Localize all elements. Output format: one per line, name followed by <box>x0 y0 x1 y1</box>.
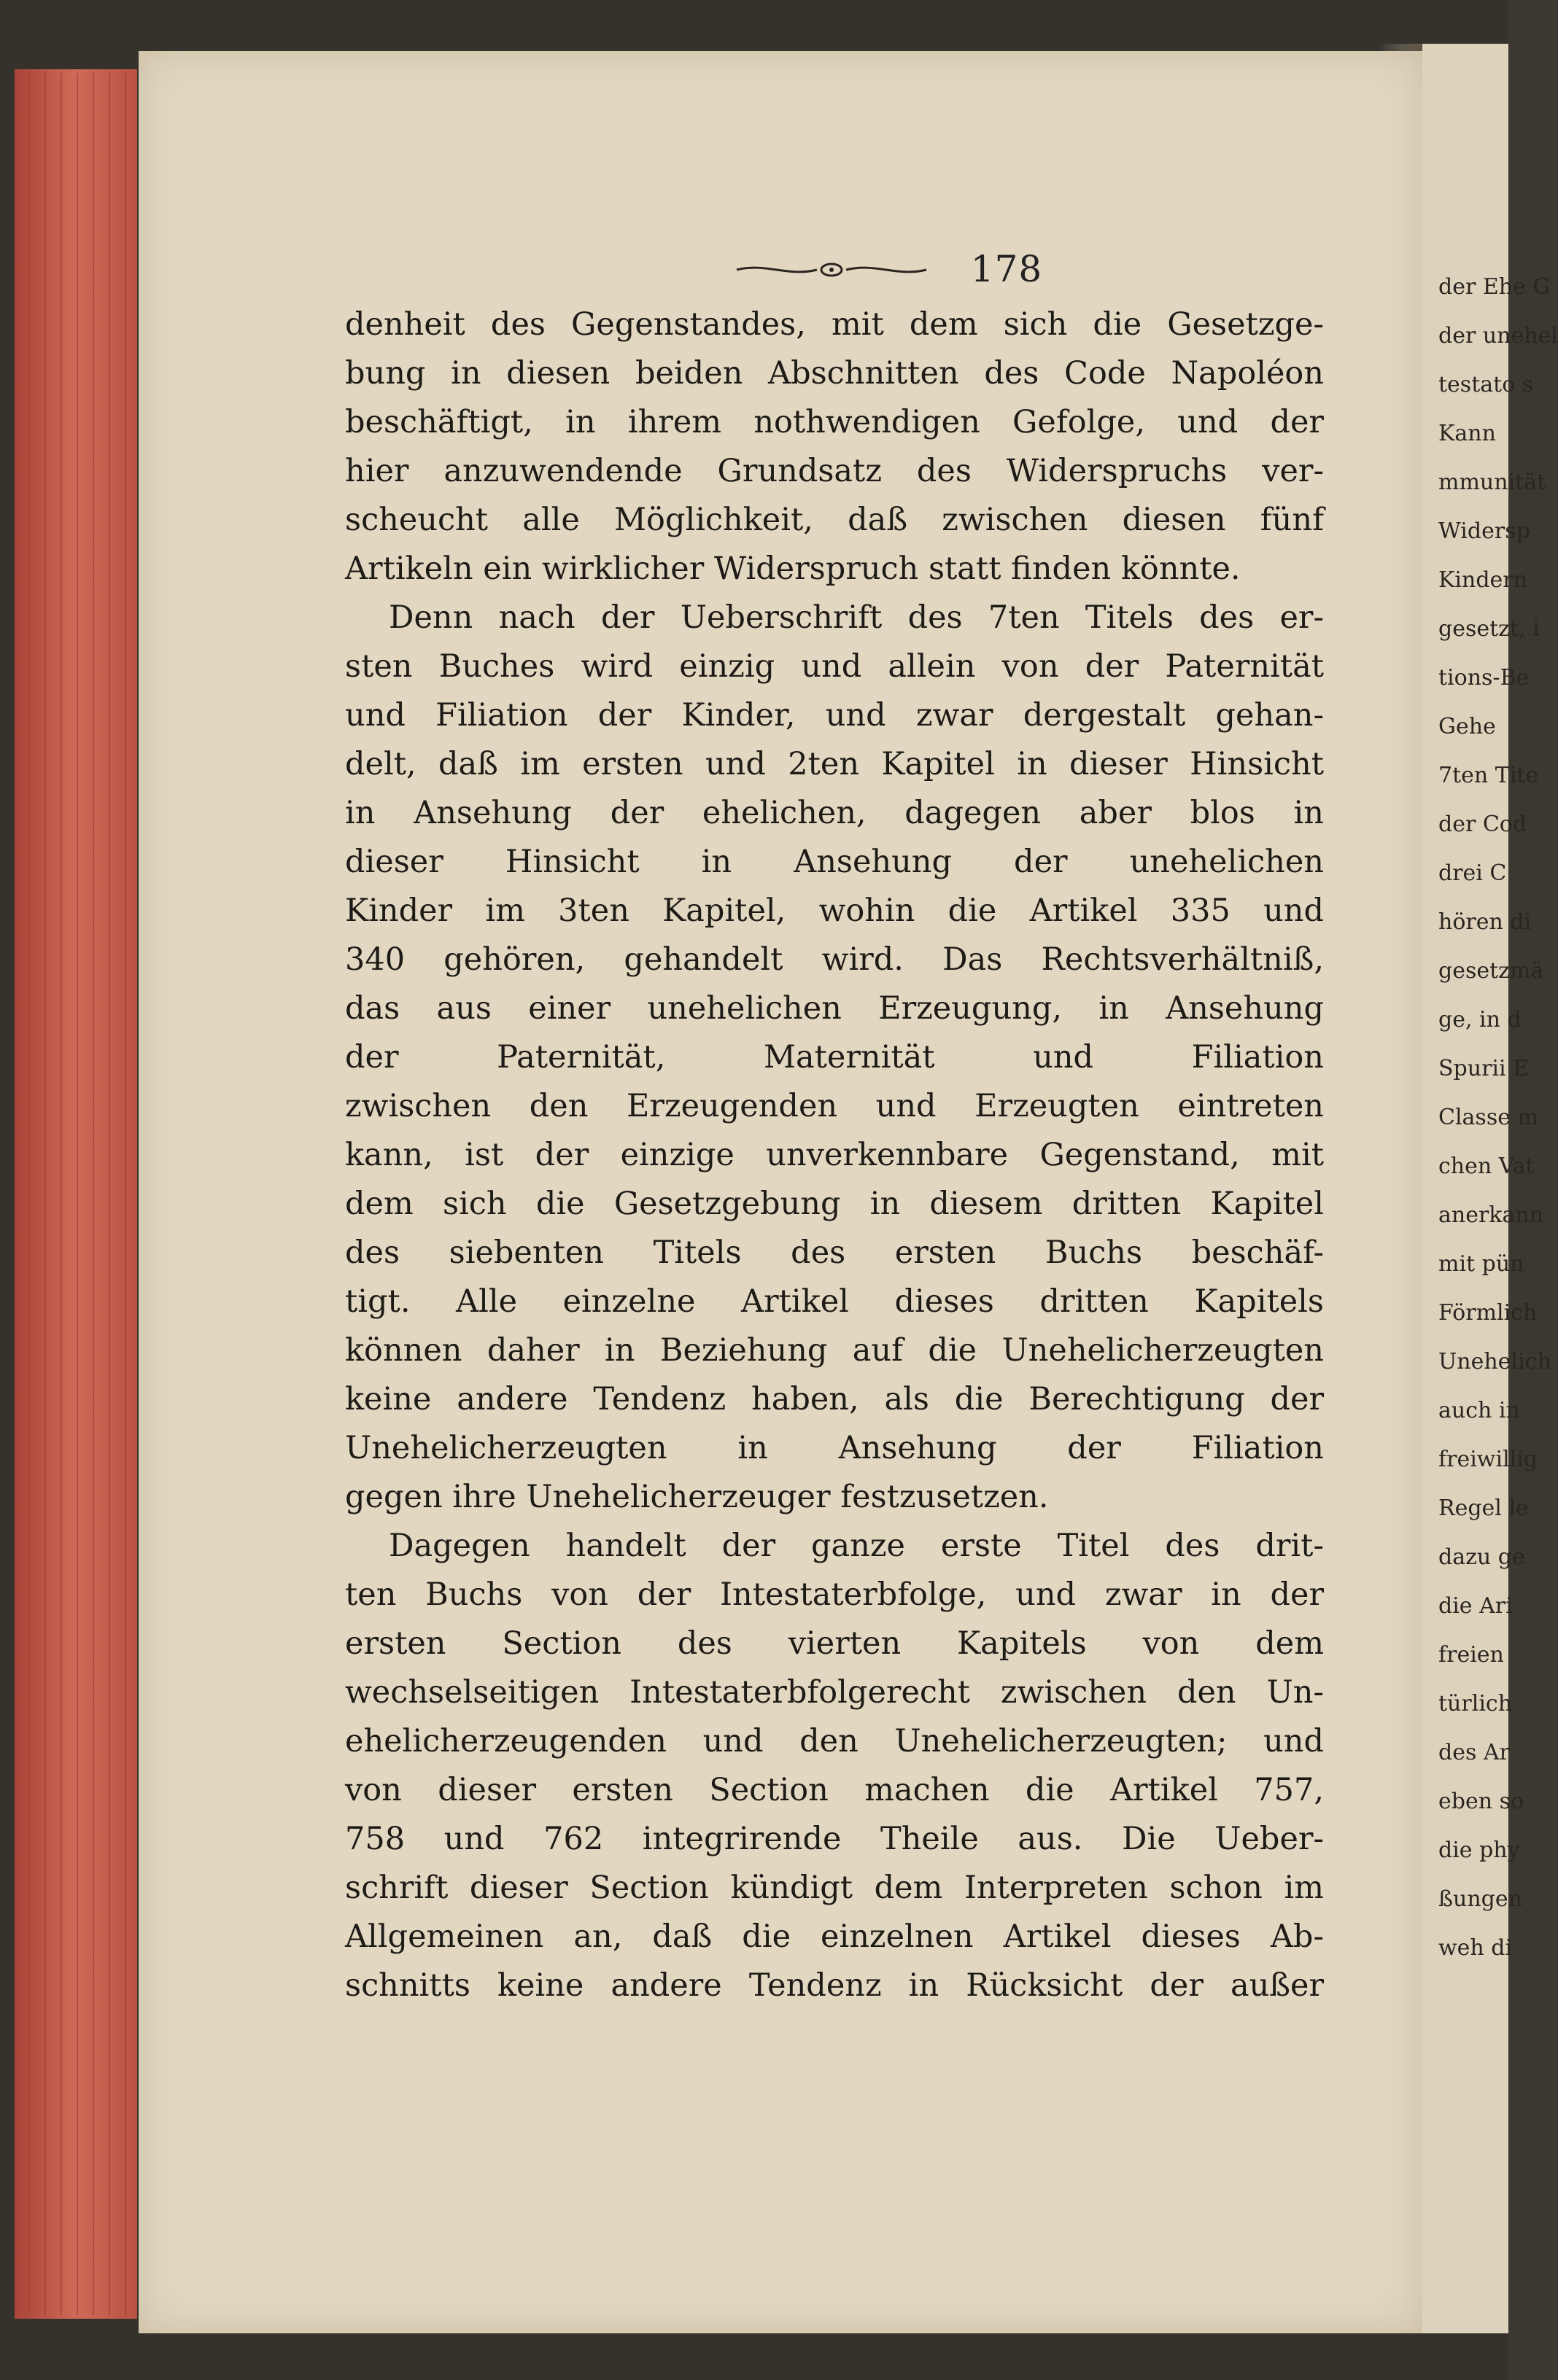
fragment-line: auch in <box>1438 1398 1520 1423</box>
fragment-line: Kindern <box>1438 567 1527 593</box>
fragment-line: der Cod <box>1438 812 1527 837</box>
text-line: zwischen den Erzeugenden und Erzeugten eintreten <box>345 1088 1324 1124</box>
fragment-line: die Ari <box>1438 1593 1513 1619</box>
text-line: Unehelicherzeugten in Ansehung der Filiation <box>345 1430 1324 1466</box>
text-line: dieser Hinsicht in Ansehung der unehelichen <box>345 844 1324 880</box>
text-line: schrift dieser Section kündigt dem Interpreten schon im <box>345 1870 1324 1906</box>
fragment-line: gesetzmä <box>1438 958 1544 984</box>
fragment-line: freiwillig <box>1438 1447 1538 1472</box>
text-line: wechselseitigen Intestaterbfolgerecht zwischen den Un- <box>345 1674 1324 1711</box>
text-line: kann, ist der einzige unverkennbare Gegenstand, mit <box>345 1137 1324 1173</box>
fragment-line: der unehel <box>1438 323 1558 349</box>
fragment-line: des Ar <box>1438 1740 1510 1765</box>
text-line: können daher in Beziehung auf die Unehelicherzeugten <box>345 1332 1324 1369</box>
text-line: von dieser ersten Section machen die Artikel 757, <box>345 1772 1324 1808</box>
text-line: ersten Section des vierten Kapitels von dem <box>345 1625 1324 1662</box>
text-line: Kinder im 3ten Kapitel, wohin die Artikel 335 und <box>345 892 1324 929</box>
text-line: das aus einer unehelichen Erzeugung, in Ansehung <box>345 990 1324 1027</box>
fragment-line: der Ehe G <box>1438 274 1551 300</box>
text-line: beschäftigt, in ihrem nothwendigen Gefolge, und der <box>345 404 1324 440</box>
fragment-line: drei C <box>1438 860 1507 886</box>
fragment-line: gesetzt, i <box>1438 616 1540 642</box>
fragment-line: Regel le <box>1438 1496 1529 1521</box>
text-line: des siebenten Titels des ersten Buchs beschäf- <box>345 1234 1324 1271</box>
page-edge-red <box>15 69 137 2319</box>
adjacent-page-fragment <box>1422 44 1558 2333</box>
fragment-line: freien <box>1438 1642 1504 1668</box>
fragment-line: Kann <box>1438 421 1496 446</box>
text-line: ten Buchs von der Intestaterbfolge, und zwar in der <box>345 1576 1324 1613</box>
text-line: gegen ihre Unehelicherzeuger festzusetzen. <box>345 1479 1049 1515</box>
text-line: 340 gehören, gehandelt wird. Das Rechtsverhältniß, <box>345 941 1324 978</box>
text-line: denheit des Gegenstandes, mit dem sich die Gesetzge- <box>345 306 1324 343</box>
fragment-line: chen Vat <box>1438 1154 1535 1179</box>
body-text <box>345 300 1324 2010</box>
fragment-line: eben so <box>1438 1789 1524 1814</box>
page-number: 178 <box>970 248 1043 290</box>
fragment-line: hören di <box>1438 909 1532 935</box>
text-line: und Filiation der Kinder, und zwar dergestalt gehan- <box>345 697 1324 734</box>
fragment-line: dazu ge <box>1438 1544 1525 1570</box>
fragment-line: ge, in d <box>1438 1007 1522 1032</box>
fragment-line: anerkann <box>1438 1202 1544 1228</box>
text-line: dem sich die Gesetzgebung in diesem dritten Kapitel <box>345 1186 1324 1222</box>
text-line: hier anzuwendende Grundsatz des Widerspruchs ver- <box>345 453 1324 489</box>
fragment-line: die phy <box>1438 1838 1520 1863</box>
fragment-line: Förmlich <box>1438 1300 1538 1326</box>
text-line: schnitts keine andere Tendenz in Rücksicht der außer <box>345 1967 1324 2004</box>
fragment-line: mit pün <box>1438 1251 1524 1277</box>
fragment-line: Gehe <box>1438 714 1496 739</box>
fragment-line: Widersp <box>1438 518 1530 544</box>
fragment-line: testato s <box>1438 372 1534 397</box>
fragment-line: mmunität <box>1438 470 1546 495</box>
text-line: bung in diesen beiden Abschnitten des Code Napoléon <box>345 355 1324 392</box>
ornament-rule <box>729 259 934 281</box>
text-line: delt, daß im ersten und 2ten Kapitel in dieser Hinsicht <box>345 746 1324 782</box>
fragment-line: ßungen <box>1438 1886 1522 1912</box>
fragment-line: weh di <box>1438 1935 1513 1961</box>
text-line: Artikeln ein wirklicher Widerspruch statt finden könnte. <box>345 551 1241 587</box>
text-line: der Paternität, Maternität und Filiation <box>345 1039 1324 1076</box>
text-line: Dagegen handelt der ganze erste Titel des drit- <box>389 1528 1324 1564</box>
fragment-line: tions-Be <box>1438 665 1530 691</box>
text-line: tigt. Alle einzelne Artikel dieses dritten Kapitels <box>345 1283 1324 1320</box>
text-line: sten Buches wird einzig und allein von der Paternität <box>345 648 1324 685</box>
fragment-line: Unehelich <box>1438 1349 1551 1374</box>
text-line: ehelicherzeugenden und den Unehelicherzeugten; und <box>345 1723 1324 1759</box>
text-line: scheucht alle Möglichkeit, daß zwischen diesen fünf <box>345 502 1324 538</box>
text-line: keine andere Tendenz haben, als die Berechtigung der <box>345 1381 1324 1418</box>
fragment-line: türlich <box>1438 1691 1513 1716</box>
fragment-line: Spurii E <box>1438 1056 1530 1081</box>
fragment-line: 7ten Tite <box>1438 763 1539 788</box>
text-line: Denn nach der Ueberschrift des 7ten Titels des er- <box>389 599 1324 636</box>
text-line: 758 und 762 integrirende Theile aus. Die Ueber- <box>345 1821 1324 1857</box>
text-line: in Ansehung der ehelichen, dagegen aber blos in <box>345 795 1324 831</box>
fragment-line: Classe m <box>1438 1105 1538 1130</box>
text-line: Allgemeinen an, daß die einzelnen Artikel dieses Ab- <box>345 1918 1324 1955</box>
